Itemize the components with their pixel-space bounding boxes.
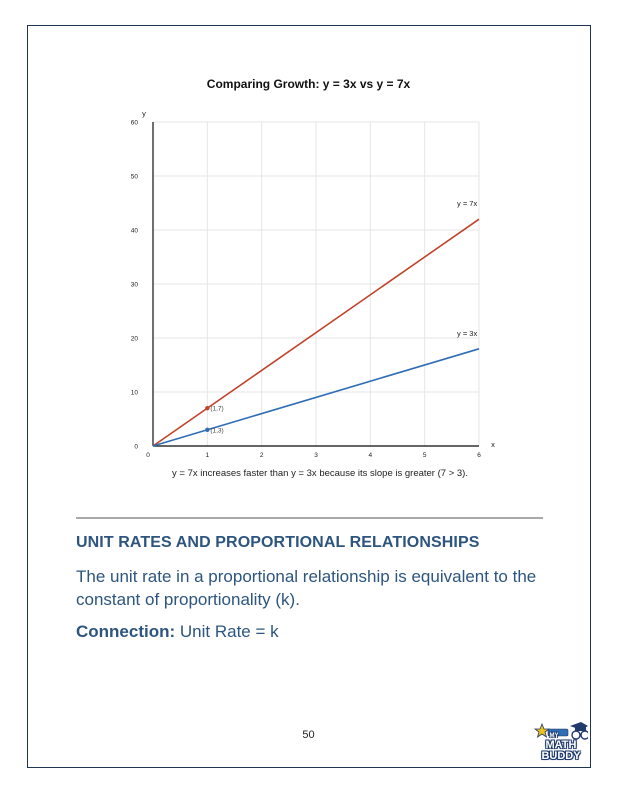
data-point xyxy=(205,406,209,410)
connection-text: Unit Rate = k xyxy=(175,622,279,641)
x-tick-label: 5 xyxy=(422,452,427,459)
data-point-label: (1,7) xyxy=(210,405,224,413)
chart-title: Comparing Growth: y = 3x vs y = 7x xyxy=(206,77,411,91)
y-axis-label: y xyxy=(142,109,146,118)
y-tick-label: 0 xyxy=(134,443,138,451)
data-point xyxy=(205,428,209,432)
page-number: 50 xyxy=(302,729,315,741)
chart-caption: y = 7x increases faster than y = 3x because its slope is greater (7 > 3). xyxy=(172,468,468,479)
x-tick-label: 4 xyxy=(368,452,373,459)
logo-math-text: MATH xyxy=(545,739,577,751)
y-tick-label: 60 xyxy=(130,119,138,127)
section-heading: UNIT RATES AND PROPORTIONAL RELATIONSHIPS xyxy=(76,534,480,551)
connection-label: Connection: xyxy=(76,622,176,641)
y-tick-label: 10 xyxy=(130,389,138,397)
x-tick-label: 1 xyxy=(205,452,210,459)
series-label: y = 3x xyxy=(457,328,478,338)
y-tick-label: 30 xyxy=(130,281,138,289)
connection-line xyxy=(76,622,279,642)
x-tick-label: 3 xyxy=(314,452,318,459)
y-tick-label: 50 xyxy=(130,173,138,181)
logo-buddy-text: BUDDY xyxy=(541,750,581,762)
series-label: y = 7x xyxy=(457,199,478,209)
data-point-label: (1,3) xyxy=(210,427,224,435)
y-tick-label: 20 xyxy=(130,335,138,343)
x-tick-label: 6 xyxy=(477,452,481,459)
x-tick-label: 2 xyxy=(259,452,264,459)
logo-my-text: MY xyxy=(549,733,559,739)
section-divider xyxy=(76,517,543,519)
x-axis-label: x xyxy=(491,440,495,449)
x-tick-label: 0 xyxy=(146,452,150,459)
y-tick-label: 40 xyxy=(130,227,138,235)
section-body: The unit rate in a proportional relationship is equivalent to the constant of proportionality (k). xyxy=(76,567,537,609)
